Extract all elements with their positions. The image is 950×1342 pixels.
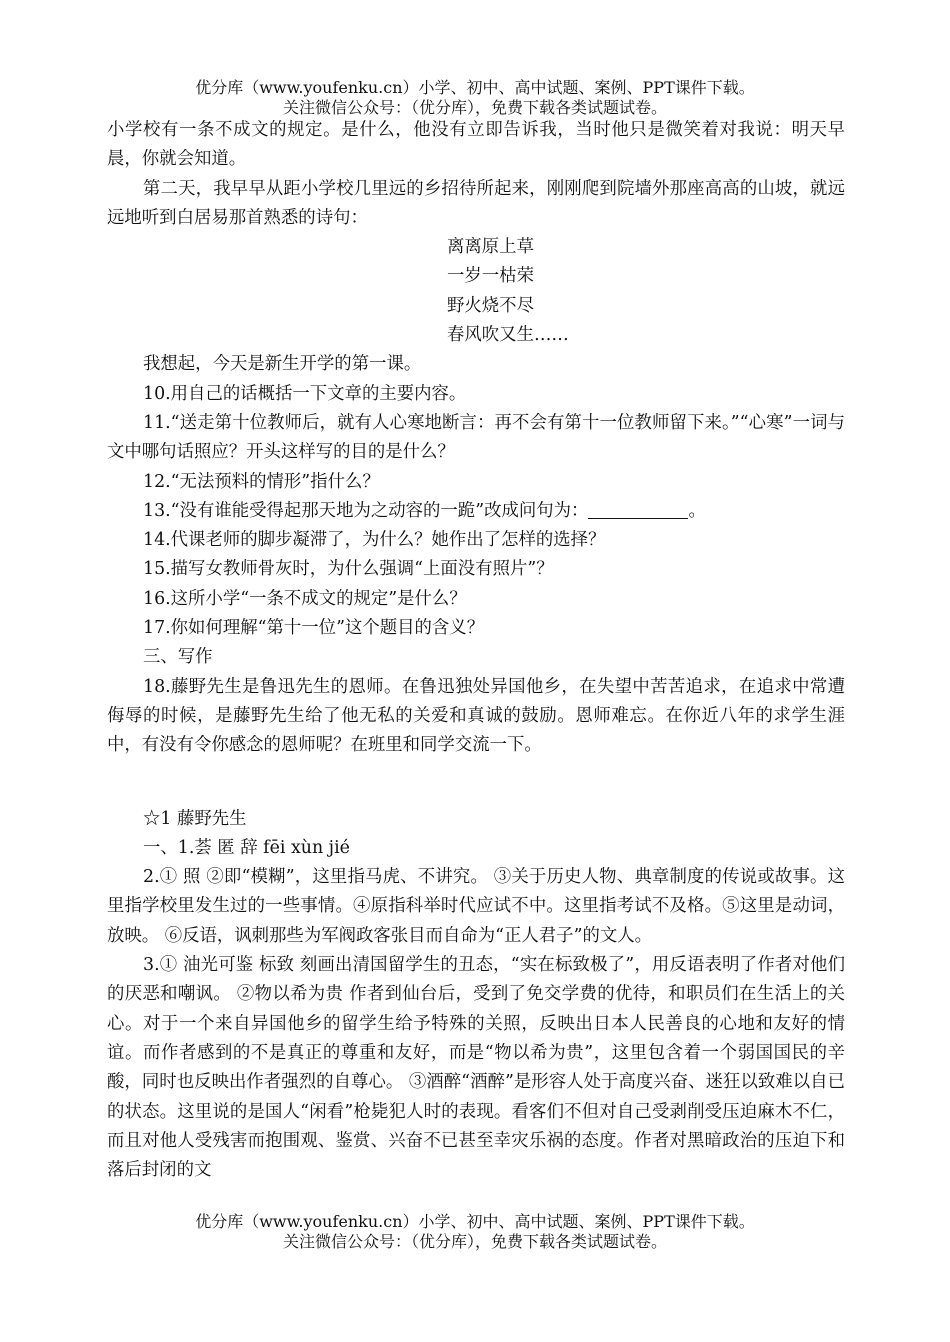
question-13 bbox=[107, 497, 845, 526]
question-10: 10.用自己的话概括一下文章的主要内容。 bbox=[143, 383, 467, 404]
poem-line-4: 春风吹又生…… bbox=[447, 325, 569, 346]
answer-blank bbox=[588, 500, 688, 519]
poem-line-1: 离离原上草 bbox=[447, 237, 534, 258]
answer-1: 一、1.荟 匿 辞 fēi xùn jié bbox=[143, 837, 350, 858]
question-18: 18.藤野先生是鲁迅先生的恩师。在鲁迅独处异国他乡，在失望中苦苦追求，在追求中常遭侮辱的时候，是藤野先生给了他无私的关爱和真诚的鼓励。恩师难忘。在你近八年的求学生涯中，有没有令你感念的恩师呢？在班里和同学交流一下。 bbox=[107, 676, 845, 756]
header-line-1: 优分库（www.youfenku.cn）小学、初中、高中试题、案例、PPT课件下载。 bbox=[195, 78, 755, 97]
poem-line-3: 野火烧不尽 bbox=[447, 295, 534, 316]
poem-line-2: 一岁一枯荣 bbox=[447, 266, 534, 287]
main-content bbox=[107, 116, 845, 1185]
story-paragraph-3: 我想起，今天是新生开学的第一课。 bbox=[143, 354, 422, 375]
story-paragraph-2: 第二天，我早早从距小学校几里远的乡招待所起来，刚刚爬到院墙外那座高高的山坡，就远远地听到白居易那首熟悉的诗句： bbox=[107, 178, 845, 228]
story-paragraph-1: 小学校有一条不成文的规定。是什么，他没有立即告诉我，当时他只是微笑着对我说：明天早晨，你就会知道。 bbox=[107, 120, 845, 170]
question-14: 14.代课老师的脚步凝滞了，为什么？她作出了怎样的选择？ bbox=[143, 530, 606, 551]
question-15: 15.描写女教师骨灰时，为什么强调“上面没有照片”？ bbox=[143, 559, 554, 580]
question-13-end: 。 bbox=[688, 500, 706, 521]
footer-line-1: 优分库（www.youfenku.cn）小学、初中、高中试题、案例、PPT课件下载。 bbox=[195, 1212, 755, 1231]
question-16: 16.这所小学“一条不成文的规定”是什么？ bbox=[143, 588, 467, 609]
header-line-2: 关注微信公众号：（优分库），免费下载各类试题试卷。 bbox=[282, 98, 667, 117]
section-heading-writing: 三、写作 bbox=[143, 647, 213, 668]
answers-title: ☆1 藤野先生 bbox=[143, 808, 247, 829]
section-spacer bbox=[107, 761, 845, 805]
question-11: 11.“送走第十位教师后，就有人心寒地断言：再不会有第十一位教师留下来。”“心寒”一词与文中哪句话照应？开头这样写的目的是什么？ bbox=[107, 412, 845, 463]
answer-3: 3.① 油光可鉴 标致 刻画出清国留学生的丑态，“实在标致极了”，用反语表明了作者对他们的厌恶和嘲讽。 ②物以希为贵 作者到仙台后，受到了免交学费的优待，和职员们在生活上的关心。对于一个来自异国他乡的留学生给予特殊的关照，反映出日本人民善良的心地和友好的情谊。而作者感到的不是真正的尊重和友好，而是“物以希为贵”，这里包含着一个弱国国民的辛酸，同时也反映出作者强烈的自尊心。 ③酒醉“酒醉”是形容人处于高度兴奋、迷狂以致难以自已的状态。这里说的是国人“闲看”枪毙犯人时的表现。看客们不但对自己受剥削受压迫麻木不仁，而且对他人受残害而抱围观、鉴赏、兴奋不已甚至幸灾乐祸的态度。作者对黑暗政治的压迫下和落后封闭的文 bbox=[107, 955, 845, 1181]
question-13-text: 13.“没有谁能受得起那天地为之动容的一跪”改成问句为： bbox=[143, 500, 589, 521]
question-17: 17.你如何理解“第十一位”这个题目的含义？ bbox=[143, 618, 485, 639]
footer-line-2: 关注微信公众号：（优分库），免费下载各类试题试卷。 bbox=[282, 1232, 667, 1251]
answer-2: 2.① 照 ②即“模糊”，这里指马虎、不讲究。 ③关于历史人物、典章制度的传说或故事。这里指学校里发生过的一些事情。④原指科举时代应试不中。这里指考试不及格。⑤这里是动词，放映。 ⑥反语，讽刺那些为军阀政客张目而自命为“正人君子”的文人。 bbox=[107, 867, 845, 946]
question-12: 12.“无法预料的情形”指什么？ bbox=[143, 471, 380, 492]
